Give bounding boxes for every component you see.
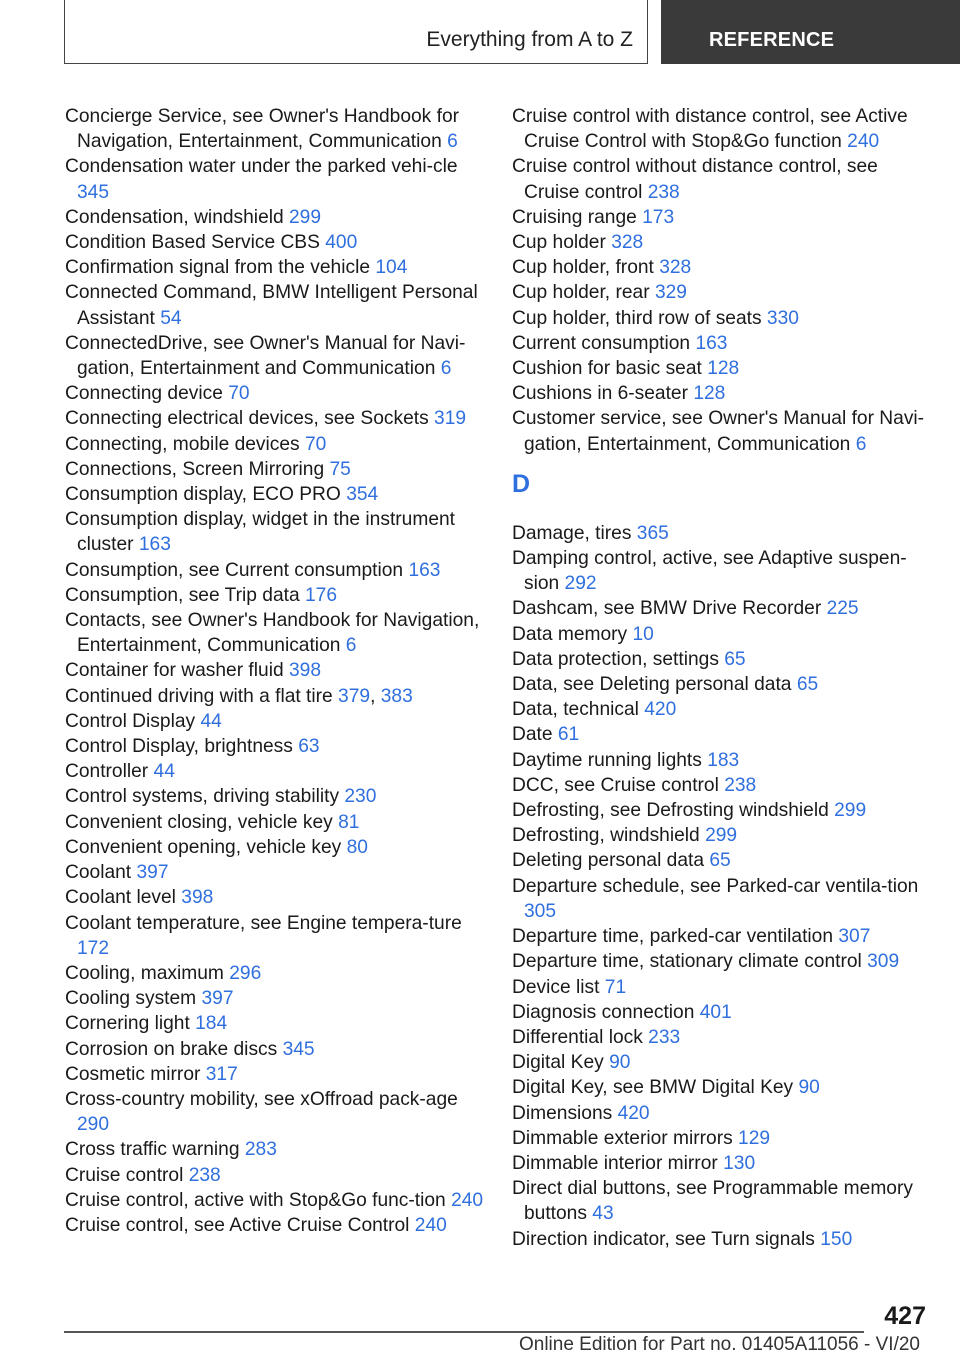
page-link[interactable]: 90 — [798, 1077, 820, 1099]
index-entry-text: DCC, see Cruise control — [512, 774, 719, 796]
page-link[interactable]: 129 — [738, 1127, 771, 1149]
index-entry — [65, 986, 485, 1011]
index-entry — [512, 306, 932, 331]
index-entry-text: Deleting personal data — [512, 850, 705, 872]
index-entry-text: Cruise control — [65, 1164, 184, 1186]
index-entry-text: Cruise control, see Active Cruise Control — [65, 1214, 410, 1236]
section-title: Everything from A to Z — [426, 28, 633, 51]
index-entry — [512, 1151, 932, 1176]
page-link[interactable]: 81 — [338, 811, 360, 833]
page-link[interactable]: 330 — [766, 307, 799, 329]
index-entry — [65, 255, 485, 280]
page-link[interactable]: 398 — [288, 660, 321, 682]
index-entry-text: Contacts, see Owner's Handbook for Navigation, Entertainment, Communication — [65, 610, 480, 657]
index-entry-text: Control systems, driving stability — [65, 786, 340, 808]
page-header — [64, 0, 960, 66]
index-entry — [512, 154, 932, 204]
page-link[interactable]: 172 — [77, 937, 110, 959]
page-link[interactable]: 6 — [440, 358, 452, 380]
index-entry-text: Cooling, maximum — [65, 962, 224, 984]
page-link[interactable]: 240 — [414, 1214, 447, 1236]
index-entry — [512, 205, 932, 230]
index-entry-text: Damage, tires — [512, 522, 632, 544]
index-entry-text: Condensation, windshield — [65, 206, 284, 228]
index-entry — [512, 622, 932, 647]
index-entry — [512, 1025, 932, 1050]
index-entry — [512, 647, 932, 672]
index-entry — [65, 558, 485, 583]
page-link[interactable]: 104 — [375, 257, 408, 279]
page-link[interactable]: 383 — [380, 685, 413, 707]
page-link[interactable]: 61 — [557, 724, 580, 746]
page-link[interactable]: 44 — [200, 710, 222, 732]
index-entry — [65, 885, 485, 910]
page-link[interactable]: 379 — [338, 685, 371, 707]
index-entry-text: Convenient opening, vehicle key — [65, 836, 342, 858]
index-entry — [512, 406, 932, 456]
index-entry — [65, 381, 485, 406]
index-entry — [512, 924, 932, 949]
page-link[interactable]: 240 — [451, 1189, 484, 1211]
page-link[interactable]: 173 — [642, 206, 675, 228]
index-entry-text: Defrosting, windshield — [512, 825, 700, 847]
index-entry-text: Cornering light — [65, 1013, 190, 1035]
page-link[interactable]: 400 — [325, 232, 358, 254]
index-entry — [65, 1188, 485, 1213]
page-link[interactable]: 233 — [648, 1026, 681, 1048]
page-link[interactable]: 299 — [705, 825, 738, 847]
page-link[interactable]: 130 — [723, 1152, 756, 1174]
index-entry — [512, 1075, 932, 1100]
page-link[interactable]: 184 — [195, 1013, 228, 1035]
page-link[interactable]: 328 — [611, 232, 644, 254]
index-entry — [65, 1137, 485, 1162]
page-link[interactable]: 307 — [838, 926, 871, 948]
page-link[interactable]: 163 — [138, 534, 171, 556]
index-entry-text: Direct dial buttons, see Programmable memory buttons — [512, 1178, 913, 1225]
index-entry — [512, 230, 932, 255]
index-entry — [512, 1000, 932, 1025]
index-entry-text: Departure schedule, see Parked-car ventila‐tion — [512, 875, 919, 897]
page-link[interactable]: 292 — [564, 573, 597, 595]
index-entry-text: Data memory — [512, 623, 628, 645]
index-entry-text: Connecting electrical devices, see Sockets — [65, 408, 429, 430]
index-entry-text: Cross-country mobility, see xOffroad pack‐age — [65, 1088, 458, 1110]
index-entry — [65, 205, 485, 230]
reference-tab[interactable] — [661, 0, 960, 64]
page-link[interactable]: 43 — [592, 1203, 614, 1225]
index-entry — [65, 835, 485, 860]
page-link[interactable]: 128 — [707, 358, 740, 380]
page-link[interactable]: 70 — [305, 433, 327, 455]
page-link[interactable]: 65 — [709, 850, 731, 872]
index-column-right — [512, 104, 932, 1252]
index-entry-text: Daytime running lights — [512, 749, 702, 771]
index-entry-text: Concierge Service, see Owner's Handbook for Navigation, Entertainment, Communication — [65, 106, 459, 153]
page-link[interactable]: 80 — [346, 836, 368, 858]
page-link[interactable]: 283 — [244, 1139, 277, 1161]
index-entry — [65, 583, 485, 608]
page-link[interactable]: 6 — [855, 433, 867, 455]
index-entry — [512, 356, 932, 381]
index-entry — [512, 280, 932, 305]
page-link[interactable]: 397 — [136, 862, 169, 884]
index-entry — [65, 104, 485, 154]
index-entry-text: Dimmable exterior mirrors — [512, 1127, 733, 1149]
page-link[interactable]: 44 — [153, 761, 175, 783]
index-entry — [512, 773, 932, 798]
index-entry — [65, 1062, 485, 1087]
page-link[interactable]: 225 — [826, 598, 859, 620]
index-entry-text: Cup holder, front — [512, 257, 654, 279]
index-entry — [65, 1037, 485, 1062]
page-link[interactable]: 345 — [282, 1038, 315, 1060]
index-entry-text: Container for washer fluid — [65, 660, 284, 682]
page-link[interactable]: 90 — [609, 1052, 631, 1074]
page-link[interactable]: 6 — [345, 635, 357, 657]
page-link[interactable]: 230 — [344, 786, 377, 808]
index-entry-text: Differential lock — [512, 1026, 643, 1048]
index-entry-text: Coolant level — [65, 887, 176, 909]
index-entry-text: Diagnosis connection — [512, 1001, 695, 1023]
index-entry — [65, 709, 485, 734]
index-entry — [65, 961, 485, 986]
page-link[interactable]: 305 — [524, 900, 557, 922]
page-link[interactable]: 290 — [77, 1114, 110, 1136]
index-entry-text: Cruise control, active with Stop&Go func‐tion — [65, 1189, 446, 1211]
index-entry — [65, 432, 485, 457]
index-entry — [65, 482, 485, 507]
index-entry — [65, 230, 485, 255]
page-link[interactable]: 401 — [699, 1001, 732, 1023]
index-entry-text: Dimensions — [512, 1102, 613, 1124]
index-entry — [65, 658, 485, 683]
index-entry — [512, 748, 932, 773]
page-link[interactable]: 70 — [228, 383, 250, 405]
index-entry-text: Cup holder — [512, 232, 606, 254]
index-entry — [65, 759, 485, 784]
page-link[interactable]: 54 — [160, 307, 182, 329]
index-entry-text: Control Display, brightness — [65, 736, 293, 758]
index-entry-text: Confirmation signal from the vehicle — [65, 257, 371, 279]
index-entry — [65, 911, 485, 961]
index-entry — [512, 521, 932, 546]
index-entry-text: Continued driving with a flat tire — [65, 685, 333, 707]
page-link[interactable]: 365 — [636, 522, 669, 544]
page-link[interactable]: 319 — [434, 408, 467, 430]
index-entry-text: Device list — [512, 976, 600, 998]
index-entry-text: Cruising range — [512, 206, 637, 228]
index-entry-text: Connections, Screen Mirroring — [65, 458, 325, 480]
index-entry — [512, 823, 932, 848]
page-link[interactable]: 163 — [695, 332, 728, 354]
index-entry-text: Cosmetic mirror — [65, 1063, 201, 1085]
index-entry-text: Departure time, parked-car ventilation — [512, 926, 834, 948]
page-link[interactable]: 163 — [408, 559, 441, 581]
index-entry-text: Cruise control without distance control, see Cruise control — [512, 156, 878, 203]
index-entry-text: Cruise control with distance control, see Active Cruise Control with Stop&Go function — [512, 106, 908, 153]
footer-rule — [64, 1331, 864, 1333]
index-entry-text: Departure time, stationary climate control — [512, 951, 862, 973]
index-entry-text: Digital Key — [512, 1052, 604, 1074]
index-entry-text: Dashcam, see BMW Drive Recorder — [512, 598, 822, 620]
reference-tab-label: REFERENCE — [709, 29, 835, 51]
page-link[interactable]: 65 — [796, 674, 819, 696]
index-entry-text: Cup holder, third row of seats — [512, 307, 762, 329]
index-entry — [512, 672, 932, 697]
index-entry-text: Cross traffic warning — [65, 1139, 240, 1161]
page-link[interactable]: 240 — [847, 131, 880, 153]
index-entry-text: Data, see Deleting personal data — [512, 674, 792, 696]
index-entry — [512, 874, 932, 924]
index-entry — [65, 1163, 485, 1188]
index-entry — [512, 255, 932, 280]
index-entry-text: Consumption, see Trip data — [65, 584, 300, 606]
index-entry-text: Cushions in 6-seater — [512, 383, 688, 405]
index-entry-text: Condensation water under the parked vehi‐cle — [65, 156, 458, 178]
page-link[interactable]: 6 — [447, 131, 458, 153]
index-entry — [65, 1011, 485, 1036]
page-link[interactable]: 328 — [659, 257, 692, 279]
page-link[interactable]: 238 — [724, 774, 757, 796]
index-entry-text: Consumption, see Current consumption — [65, 559, 404, 581]
index-entry — [65, 608, 485, 658]
index-entry — [65, 154, 485, 204]
index-entry — [65, 457, 485, 482]
page-link[interactable]: 299 — [834, 800, 867, 822]
index-entry-text: Cup holder, rear — [512, 282, 650, 304]
index-entry — [512, 722, 932, 747]
page-link[interactable]: 329 — [654, 282, 687, 304]
index-entry-text: Digital Key, see BMW Digital Key — [512, 1077, 794, 1099]
index-entry — [512, 1126, 932, 1151]
index-entry — [65, 1087, 485, 1137]
index-column-left — [65, 104, 485, 1238]
index-entry-text: Connected Command, BMW Intelligent Personal Assistant — [65, 282, 478, 329]
index-entry — [65, 331, 485, 381]
index-entry-text: Data, technical — [512, 699, 639, 721]
index-entry-text: Convenient closing, vehicle key — [65, 811, 333, 833]
page-link[interactable]: 238 — [188, 1164, 221, 1186]
index-entry — [512, 546, 932, 596]
page-link[interactable]: 420 — [617, 1102, 650, 1124]
page-link[interactable]: 309 — [867, 951, 900, 973]
index-entry — [512, 104, 932, 154]
index-entry-text: Controller — [65, 761, 149, 783]
index-entry — [65, 734, 485, 759]
index-entry-text: ConnectedDrive, see Owner's Manual for Navi‐gation, Entertainment and Communication — [65, 332, 466, 380]
page-link[interactable]: 397 — [201, 988, 234, 1010]
index-entry-text: Coolant temperature, see Engine tempera‐ture — [65, 912, 462, 934]
index-entry-text: Direction indicator, see Turn signals — [512, 1228, 815, 1250]
page-link[interactable]: 128 — [693, 383, 726, 405]
index-entry — [512, 848, 932, 873]
index-entry-text: Coolant — [65, 862, 132, 884]
page-link[interactable]: 71 — [604, 976, 627, 998]
index-entry — [65, 280, 485, 330]
index-entry-text: Data protection, settings — [512, 648, 719, 670]
index-entry — [512, 798, 932, 823]
index-entry-text: Customer service, see Owner's Manual for Navi‐gation, Entertainment, Communication — [512, 408, 925, 455]
index-entry-text: Damping control, active, see Adaptive suspen‐sion — [512, 548, 907, 595]
page-link[interactable]: 299 — [289, 206, 322, 228]
page-link[interactable]: 63 — [298, 736, 320, 758]
index-entry-text: Control Display — [65, 710, 196, 732]
page-link[interactable]: 398 — [181, 887, 214, 909]
index-entry — [512, 1101, 932, 1126]
index-letter-heading: D — [512, 469, 531, 498]
index-entry — [512, 975, 932, 1000]
index-entry — [65, 784, 485, 809]
index-entry — [512, 381, 932, 406]
index-entry — [65, 1213, 485, 1238]
index-entry — [65, 406, 485, 431]
index-entry — [512, 331, 932, 356]
index-entry — [65, 810, 485, 835]
index-entry-text: Corrosion on brake discs — [65, 1038, 278, 1060]
index-entry: Continued driving with a flat tire 379, 383 — [65, 685, 413, 707]
index-entry-text: Defrosting, see Defrosting windshield — [512, 800, 829, 822]
index-entry-text: Connecting, mobile devices — [65, 433, 300, 455]
index-entry-text: Condition Based Service CBS — [65, 232, 320, 254]
index-entry — [512, 1050, 932, 1075]
page-link[interactable]: 183 — [707, 749, 740, 771]
section-title-box — [64, 0, 648, 64]
page-number: 427 — [884, 1302, 926, 1330]
index-entry — [512, 596, 932, 621]
page-link[interactable]: 75 — [329, 458, 351, 480]
page-link[interactable]: 354 — [346, 484, 379, 506]
index-entry — [512, 1227, 932, 1252]
index-entry — [512, 949, 932, 974]
page-link[interactable]: 420 — [644, 699, 677, 721]
page-link[interactable]: 10 — [632, 623, 654, 645]
index-entry-text: Cushion for basic seat — [512, 358, 702, 380]
page-link[interactable]: 296 — [229, 962, 262, 984]
index-entry-text: Consumption display, widget in the instrument cluster — [65, 509, 455, 556]
index-entry-text: Current consumption — [512, 332, 691, 354]
page-link[interactable]: 150 — [820, 1228, 853, 1250]
index-entry — [65, 507, 485, 557]
index-entry-text: Date — [512, 724, 553, 746]
index-entry — [512, 1176, 932, 1226]
index-entry-text: Dimmable interior mirror — [512, 1152, 718, 1174]
page-link[interactable]: 176 — [305, 584, 338, 606]
page-link[interactable]: 65 — [724, 648, 746, 670]
page-link[interactable]: 238 — [647, 181, 680, 203]
page-link[interactable]: 345 — [77, 181, 110, 203]
index-entry — [65, 860, 485, 885]
page-link[interactable]: 317 — [205, 1063, 238, 1085]
footer-edition: Online Edition for Part no. 01405A11056 - VI/20 — [518, 1334, 920, 1355]
index-entry — [512, 697, 932, 722]
index-entry-text: Connecting device — [65, 383, 223, 405]
index-entry-text: Consumption display, ECO PRO — [65, 484, 341, 506]
index-entry-text: Cooling system — [65, 988, 197, 1010]
